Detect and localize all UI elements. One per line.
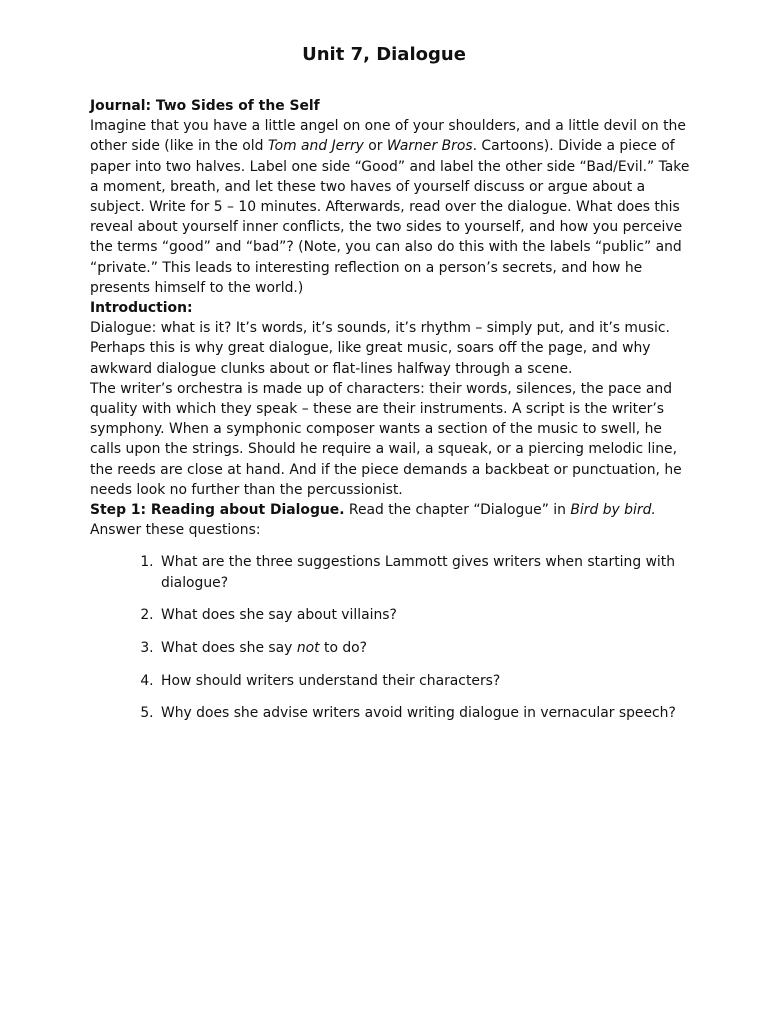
journal-italic-warner-bros: Warner Bros (386, 138, 473, 155)
journal-text-2: or (363, 138, 387, 155)
journal-text-3: . Cartoons). Divide a piece of paper into two halves. Label one side “Good” and label the other side “Bad/Evil.” Take a moment, breath, and let these two haves of yourself discuss or argue about a subject. Write for 5 – 10 minutes. Afterwards, read over the dialogue. What does this reveal about yourself inner conflicts, the two sides to yourself, and how you perceive the terms “good” and “bad”? (Note, you can also do this with the labels “public” and “private.” This leads to interesting reflection on a person’s secrets, and how he presents himself to the world.) (90, 138, 690, 296)
step1-paragraph (90, 500, 690, 540)
journal-italic-tom-and-jerry: Tom and Jerry (267, 138, 364, 155)
document-title: Unit 7, Dialogue (302, 44, 466, 65)
introduction-paragraph-1: Dialogue: what is it? It’s words, it’s sounds, it’s rhythm – simply put, and it’s music. Perhaps this is why great dialogue, like great music, soars off the page, and why awkward dialogue clunks about or flat-lines halfway through a scene. (90, 320, 670, 377)
document-body (90, 96, 690, 736)
list-item: 2. What does she say about villains? (158, 605, 690, 625)
questions-list (90, 552, 690, 723)
step1-text-1: Read the chapter “Dialogue” in (344, 502, 571, 519)
introduction-paragraph-2: The writer’s orchestra is made up of characters: their words, silences, the pace and quality with which they speak – these are their instruments. A script is the writer’s symphony. When a symphonic composer wants a section of the music to swell, he calls upon the strings. Should he require a wail, a squeak, or a piercing melodic line, the reeds are close at hand. And if the piece demands a backbeat or punctuation, he needs look no further than the percussionist. (90, 380, 682, 498)
question-text-after: to do? (319, 640, 368, 657)
list-item: 5. Why does she advise writers avoid writing dialogue in vernacular speech? (158, 703, 690, 723)
list-item: 4. How should writers understand their characters? (158, 671, 690, 691)
journal-paragraph (90, 116, 690, 298)
question-text-before: What does she say (161, 640, 297, 657)
step1-heading: Step 1: Reading about Dialogue. (90, 502, 345, 519)
step1-text-2: Answer these questions: (90, 522, 261, 539)
journal-text-1: Imagine that you have a little angel on one of your shoulders, and a little devil on the other side (like in the old (90, 118, 686, 155)
introduction-heading: Introduction: (90, 300, 193, 317)
list-item (158, 638, 690, 658)
list-item: 1. What are the three suggestions Lammott gives writers when starting with dialogue? (158, 552, 690, 592)
step1-italic-book-title: Bird by bird. (570, 502, 656, 519)
journal-heading: Journal: Two Sides of the Self (90, 98, 320, 114)
question-italic-not: not (296, 640, 320, 657)
